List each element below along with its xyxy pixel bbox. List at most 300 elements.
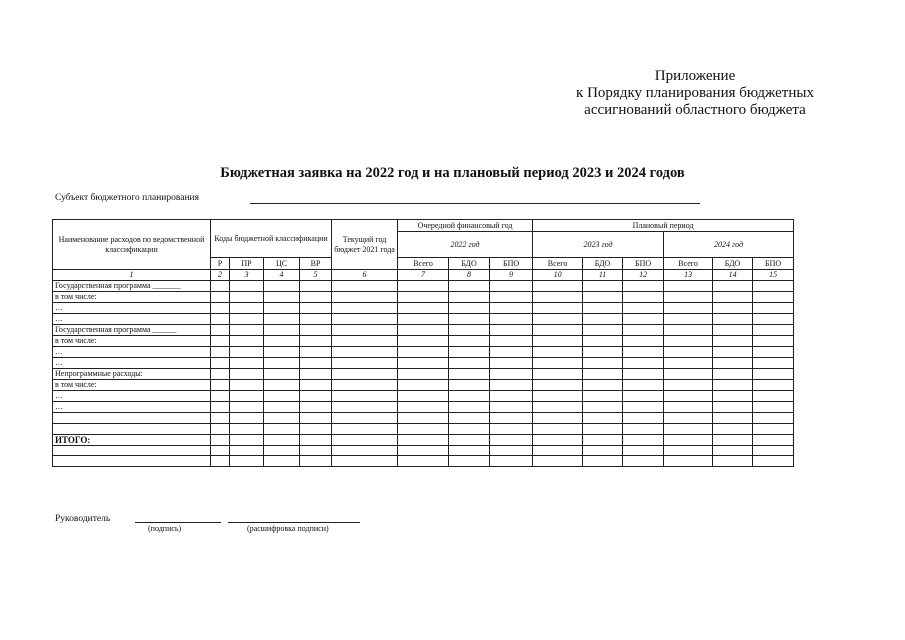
- row-label: в том числе:: [53, 336, 211, 347]
- table-cell[interactable]: [230, 391, 264, 402]
- table-cell[interactable]: [398, 314, 449, 325]
- table-cell[interactable]: [664, 347, 713, 358]
- row-label: в том числе:: [53, 292, 211, 303]
- table-cell[interactable]: [230, 413, 264, 424]
- table-cell[interactable]: [583, 391, 623, 402]
- header-codes: Коды бюджетной классификации: [211, 220, 332, 258]
- table-cell[interactable]: [713, 380, 753, 391]
- col-number: 8: [449, 270, 490, 281]
- table-cell[interactable]: [211, 402, 230, 413]
- table-row: [53, 434, 794, 445]
- table-row: [53, 423, 794, 434]
- row-label: [53, 423, 211, 434]
- table-cell[interactable]: [753, 391, 794, 402]
- table-cell[interactable]: [300, 369, 332, 380]
- table-cell[interactable]: [623, 434, 664, 445]
- table-cell[interactable]: [449, 380, 490, 391]
- table-cell[interactable]: [264, 402, 300, 413]
- table-cell[interactable]: [230, 347, 264, 358]
- table-cell[interactable]: [332, 391, 398, 402]
- table-cell[interactable]: [664, 369, 713, 380]
- table-cell[interactable]: [753, 423, 794, 434]
- table-cell[interactable]: [583, 445, 623, 456]
- table-cell[interactable]: [713, 325, 753, 336]
- table-cell[interactable]: [449, 423, 490, 434]
- table-cell[interactable]: [264, 347, 300, 358]
- table-cell[interactable]: [264, 325, 300, 336]
- table-cell[interactable]: [211, 303, 230, 314]
- table-cell[interactable]: [753, 314, 794, 325]
- table-cell[interactable]: [230, 281, 264, 292]
- table-cell[interactable]: [300, 314, 332, 325]
- table-cell[interactable]: [449, 413, 490, 424]
- table-cell[interactable]: [230, 358, 264, 369]
- table-cell[interactable]: [490, 281, 533, 292]
- table-cell[interactable]: [300, 402, 332, 413]
- code-col-cs: ЦС: [264, 258, 300, 270]
- table-cell[interactable]: [490, 391, 533, 402]
- table-cell[interactable]: [332, 325, 398, 336]
- table-cell[interactable]: [398, 456, 449, 467]
- table-cell[interactable]: [230, 292, 264, 303]
- table-cell[interactable]: [623, 423, 664, 434]
- row-label: [53, 445, 211, 456]
- table-cell[interactable]: [300, 336, 332, 347]
- sub-col-total-2024: Всего: [664, 258, 713, 270]
- table-cell[interactable]: [490, 358, 533, 369]
- table-row: [53, 325, 794, 336]
- col-number: 3: [230, 270, 264, 281]
- table-row: [53, 456, 794, 467]
- table-cell[interactable]: [623, 347, 664, 358]
- table-cell[interactable]: [583, 402, 623, 413]
- document-title: Бюджетная заявка на 2022 год и на плановый период 2023 и 2024 годов: [220, 165, 685, 181]
- sub-col-bpo-2024: БПО: [753, 258, 794, 270]
- table-cell[interactable]: [398, 380, 449, 391]
- appendix-line-3: ассигнований областного бюджета: [584, 102, 806, 118]
- table-cell[interactable]: [533, 413, 583, 424]
- sub-col-bpo-2023: БПО: [623, 258, 664, 270]
- table-cell[interactable]: [300, 445, 332, 456]
- table-cell[interactable]: [449, 434, 490, 445]
- table-cell[interactable]: [264, 434, 300, 445]
- table-cell[interactable]: [533, 391, 583, 402]
- table-cell[interactable]: [753, 325, 794, 336]
- row-label: в том числе:: [53, 380, 211, 391]
- table-cell[interactable]: [664, 434, 713, 445]
- table-cell[interactable]: [449, 303, 490, 314]
- table-cell[interactable]: [211, 391, 230, 402]
- table-cell[interactable]: [449, 456, 490, 467]
- table-cell[interactable]: [753, 303, 794, 314]
- table-cell[interactable]: [623, 369, 664, 380]
- table-cell[interactable]: [664, 391, 713, 402]
- appendix-note: [560, 68, 830, 119]
- table-cell[interactable]: [583, 292, 623, 303]
- table-cell[interactable]: [583, 325, 623, 336]
- table-cell[interactable]: [583, 456, 623, 467]
- table-cell[interactable]: [332, 402, 398, 413]
- table-cell[interactable]: [211, 413, 230, 424]
- table-cell[interactable]: [332, 380, 398, 391]
- table-cell[interactable]: [398, 369, 449, 380]
- table-cell[interactable]: [664, 380, 713, 391]
- table-cell[interactable]: [664, 281, 713, 292]
- col-number: 9: [490, 270, 533, 281]
- table-cell[interactable]: [490, 434, 533, 445]
- table-cell[interactable]: [490, 303, 533, 314]
- table-cell[interactable]: [300, 303, 332, 314]
- table-row: [53, 292, 794, 303]
- table-cell[interactable]: [264, 380, 300, 391]
- table-cell[interactable]: [623, 292, 664, 303]
- table-cell[interactable]: [713, 456, 753, 467]
- table-cell[interactable]: [664, 314, 713, 325]
- table-cell[interactable]: [264, 314, 300, 325]
- table-row: [53, 347, 794, 358]
- table-cell[interactable]: [583, 347, 623, 358]
- table-cell[interactable]: [398, 281, 449, 292]
- table-cell[interactable]: [230, 402, 264, 413]
- table-cell[interactable]: [713, 358, 753, 369]
- table-cell[interactable]: [533, 445, 583, 456]
- table-cell[interactable]: [713, 292, 753, 303]
- table-cell[interactable]: [664, 336, 713, 347]
- code-col-vr: ВР: [300, 258, 332, 270]
- table-cell[interactable]: [211, 358, 230, 369]
- table-cell[interactable]: [713, 434, 753, 445]
- table-cell[interactable]: [300, 281, 332, 292]
- table-cell[interactable]: [332, 314, 398, 325]
- table-cell[interactable]: [533, 369, 583, 380]
- table-cell[interactable]: [398, 347, 449, 358]
- table-cell[interactable]: [230, 380, 264, 391]
- table-cell[interactable]: [211, 314, 230, 325]
- table-cell[interactable]: [623, 358, 664, 369]
- table-cell[interactable]: [264, 358, 300, 369]
- table-cell[interactable]: [398, 402, 449, 413]
- table-cell[interactable]: [490, 413, 533, 424]
- table-cell[interactable]: [264, 445, 300, 456]
- table-cell[interactable]: [398, 423, 449, 434]
- table-cell[interactable]: [623, 445, 664, 456]
- table-cell[interactable]: [264, 292, 300, 303]
- header-year-2023: 2023 год: [533, 232, 664, 258]
- table-cell[interactable]: [300, 325, 332, 336]
- table-cell[interactable]: [664, 358, 713, 369]
- table-cell[interactable]: [300, 423, 332, 434]
- col-number: 1: [53, 270, 211, 281]
- table-cell[interactable]: [398, 336, 449, 347]
- table-cell[interactable]: [264, 336, 300, 347]
- table-cell[interactable]: [230, 369, 264, 380]
- table-cell[interactable]: [230, 456, 264, 467]
- table-cell[interactable]: [713, 391, 753, 402]
- table-cell[interactable]: [264, 413, 300, 424]
- table-cell[interactable]: [753, 281, 794, 292]
- budget-table: [52, 219, 794, 467]
- table-cell[interactable]: [583, 434, 623, 445]
- table-cell[interactable]: [332, 434, 398, 445]
- table-cell[interactable]: [533, 325, 583, 336]
- table-cell[interactable]: [490, 314, 533, 325]
- table-cell[interactable]: [583, 423, 623, 434]
- table-cell[interactable]: [332, 369, 398, 380]
- table-cell[interactable]: [713, 281, 753, 292]
- table-cell[interactable]: [449, 402, 490, 413]
- table-cell[interactable]: [713, 445, 753, 456]
- table-cell[interactable]: [753, 402, 794, 413]
- table-cell[interactable]: [490, 347, 533, 358]
- table-cell[interactable]: [753, 413, 794, 424]
- table-cell[interactable]: [664, 325, 713, 336]
- table-cell[interactable]: [623, 413, 664, 424]
- table-cell[interactable]: [623, 456, 664, 467]
- table-cell[interactable]: [449, 325, 490, 336]
- table-cell[interactable]: [332, 358, 398, 369]
- table-cell[interactable]: [264, 391, 300, 402]
- table-row: [53, 281, 794, 292]
- table-cell[interactable]: [533, 336, 583, 347]
- table-cell[interactable]: [623, 402, 664, 413]
- table-cell[interactable]: [713, 413, 753, 424]
- table-cell[interactable]: [664, 445, 713, 456]
- table-cell[interactable]: [533, 434, 583, 445]
- table-cell[interactable]: [211, 325, 230, 336]
- table-cell[interactable]: [230, 423, 264, 434]
- table-cell[interactable]: [583, 303, 623, 314]
- col-number: 11: [583, 270, 623, 281]
- table-cell[interactable]: [332, 303, 398, 314]
- table-cell[interactable]: [753, 445, 794, 456]
- table-cell[interactable]: [332, 456, 398, 467]
- table-row: [53, 391, 794, 402]
- table-cell[interactable]: [490, 445, 533, 456]
- col-number: 7: [398, 270, 449, 281]
- table-cell[interactable]: [264, 369, 300, 380]
- table-cell[interactable]: [264, 423, 300, 434]
- table-cell[interactable]: [583, 358, 623, 369]
- row-label: …: [53, 347, 211, 358]
- table-cell[interactable]: [398, 434, 449, 445]
- table-cell[interactable]: [490, 402, 533, 413]
- table-cell[interactable]: [623, 380, 664, 391]
- table-cell[interactable]: [583, 281, 623, 292]
- table-cell[interactable]: [623, 281, 664, 292]
- table-cell[interactable]: [332, 413, 398, 424]
- table-cell[interactable]: [533, 358, 583, 369]
- table-cell[interactable]: [713, 314, 753, 325]
- table-cell[interactable]: [664, 423, 713, 434]
- table-cell[interactable]: [664, 292, 713, 303]
- table-cell[interactable]: [332, 292, 398, 303]
- col-number: 15: [753, 270, 794, 281]
- table-body: [53, 281, 794, 467]
- header-name: Наименование расходов по ведомственной классификации: [53, 220, 211, 270]
- table-cell[interactable]: [623, 391, 664, 402]
- table-cell[interactable]: [230, 434, 264, 445]
- table-cell[interactable]: [753, 347, 794, 358]
- table-cell[interactable]: [753, 380, 794, 391]
- row-label: Государственная программа ______: [53, 325, 211, 336]
- table-cell[interactable]: [753, 434, 794, 445]
- table-cell[interactable]: [449, 391, 490, 402]
- table-cell[interactable]: [211, 292, 230, 303]
- sub-col-total-2022: Всего: [398, 258, 449, 270]
- table-cell[interactable]: [533, 314, 583, 325]
- table-cell[interactable]: [533, 292, 583, 303]
- sub-col-bdo-2023: БДО: [583, 258, 623, 270]
- signature-decode-line[interactable]: [228, 522, 360, 523]
- table-cell[interactable]: [583, 380, 623, 391]
- table-cell[interactable]: [449, 445, 490, 456]
- table-cell[interactable]: [300, 413, 332, 424]
- table-row: [53, 402, 794, 413]
- table-cell[interactable]: [264, 281, 300, 292]
- signature-line[interactable]: [135, 522, 221, 523]
- table-cell[interactable]: [753, 358, 794, 369]
- table-cell[interactable]: [211, 445, 230, 456]
- table-cell[interactable]: [490, 325, 533, 336]
- table-cell[interactable]: [211, 369, 230, 380]
- table-cell[interactable]: [490, 456, 533, 467]
- table-cell[interactable]: [664, 402, 713, 413]
- table-cell[interactable]: [300, 292, 332, 303]
- table-cell[interactable]: [211, 434, 230, 445]
- table-cell[interactable]: [583, 413, 623, 424]
- table-cell[interactable]: [398, 413, 449, 424]
- table-cell[interactable]: [533, 402, 583, 413]
- table-cell[interactable]: [623, 303, 664, 314]
- table-cell[interactable]: [300, 358, 332, 369]
- table-cell[interactable]: [449, 314, 490, 325]
- code-col-r: Р: [211, 258, 230, 270]
- table-cell[interactable]: [230, 303, 264, 314]
- table-row: [53, 369, 794, 380]
- table-cell[interactable]: [490, 423, 533, 434]
- col-number: 13: [664, 270, 713, 281]
- signature-caption: (подпись): [148, 524, 182, 533]
- table-cell[interactable]: [332, 281, 398, 292]
- table-cell[interactable]: [753, 456, 794, 467]
- table-cell[interactable]: [533, 347, 583, 358]
- table-row: [53, 336, 794, 347]
- table-cell[interactable]: [264, 303, 300, 314]
- table-cell[interactable]: [664, 303, 713, 314]
- table-cell[interactable]: [449, 369, 490, 380]
- table-cell[interactable]: [211, 336, 230, 347]
- column-number-row: [53, 270, 794, 281]
- table-cell[interactable]: [211, 347, 230, 358]
- table-cell[interactable]: [449, 336, 490, 347]
- table-cell[interactable]: [583, 369, 623, 380]
- budget-table-container: [52, 219, 793, 480]
- table-cell[interactable]: [664, 456, 713, 467]
- header-year-2022: 2022 год: [398, 232, 533, 258]
- table-cell[interactable]: [713, 369, 753, 380]
- appendix-line-2: к Порядку планирования бюджетных: [576, 85, 814, 101]
- table-cell[interactable]: [300, 380, 332, 391]
- row-label: [53, 456, 211, 467]
- table-cell[interactable]: [490, 292, 533, 303]
- subject-label: Субъект бюджетного планирования: [55, 193, 199, 203]
- table-cell[interactable]: [623, 336, 664, 347]
- table-cell[interactable]: [533, 423, 583, 434]
- table-cell[interactable]: [230, 325, 264, 336]
- table-row: [53, 413, 794, 424]
- table-cell[interactable]: [300, 456, 332, 467]
- table-cell[interactable]: [713, 303, 753, 314]
- col-number: 6: [332, 270, 398, 281]
- table-cell[interactable]: [449, 347, 490, 358]
- sub-col-total-2023: Всего: [533, 258, 583, 270]
- table-cell[interactable]: [753, 369, 794, 380]
- table-cell[interactable]: [713, 347, 753, 358]
- row-label: …: [53, 402, 211, 413]
- table-cell[interactable]: [490, 380, 533, 391]
- table-cell[interactable]: [713, 423, 753, 434]
- table-cell[interactable]: [332, 347, 398, 358]
- table-cell[interactable]: [264, 456, 300, 467]
- table-cell[interactable]: [533, 456, 583, 467]
- table-cell[interactable]: [398, 292, 449, 303]
- table-cell[interactable]: [753, 336, 794, 347]
- table-cell[interactable]: [398, 358, 449, 369]
- table-cell[interactable]: [398, 303, 449, 314]
- table-cell[interactable]: [332, 336, 398, 347]
- table-cell[interactable]: [533, 380, 583, 391]
- table-cell[interactable]: [623, 314, 664, 325]
- table-cell[interactable]: [533, 281, 583, 292]
- table-cell[interactable]: [398, 325, 449, 336]
- table-cell[interactable]: [300, 391, 332, 402]
- table-cell[interactable]: [300, 434, 332, 445]
- table-cell[interactable]: [230, 445, 264, 456]
- table-cell[interactable]: [211, 456, 230, 467]
- table-cell[interactable]: [490, 336, 533, 347]
- table-row: [53, 314, 794, 325]
- table-cell[interactable]: [490, 369, 533, 380]
- col-number: 2: [211, 270, 230, 281]
- table-cell[interactable]: [623, 325, 664, 336]
- table-cell[interactable]: [398, 391, 449, 402]
- table-cell[interactable]: [713, 402, 753, 413]
- table-cell[interactable]: [211, 380, 230, 391]
- table-cell[interactable]: [753, 292, 794, 303]
- table-cell[interactable]: [583, 314, 623, 325]
- table-cell[interactable]: [533, 303, 583, 314]
- subject-fill-line[interactable]: [250, 203, 700, 204]
- signature-label: Руководитель: [55, 514, 111, 524]
- col-number: 14: [713, 270, 753, 281]
- table-cell[interactable]: [211, 281, 230, 292]
- table-cell[interactable]: [398, 445, 449, 456]
- table-row: [53, 358, 794, 369]
- table-cell[interactable]: [300, 347, 332, 358]
- table-cell[interactable]: [664, 413, 713, 424]
- table-cell[interactable]: [713, 336, 753, 347]
- table-cell[interactable]: [211, 423, 230, 434]
- table-cell[interactable]: [332, 445, 398, 456]
- sub-col-bdo-2024: БДО: [713, 258, 753, 270]
- table-cell[interactable]: [583, 336, 623, 347]
- table-cell[interactable]: [230, 336, 264, 347]
- table-cell[interactable]: [230, 314, 264, 325]
- table-cell[interactable]: [332, 423, 398, 434]
- table-cell[interactable]: [449, 358, 490, 369]
- table-cell[interactable]: [449, 281, 490, 292]
- table-cell[interactable]: [449, 292, 490, 303]
